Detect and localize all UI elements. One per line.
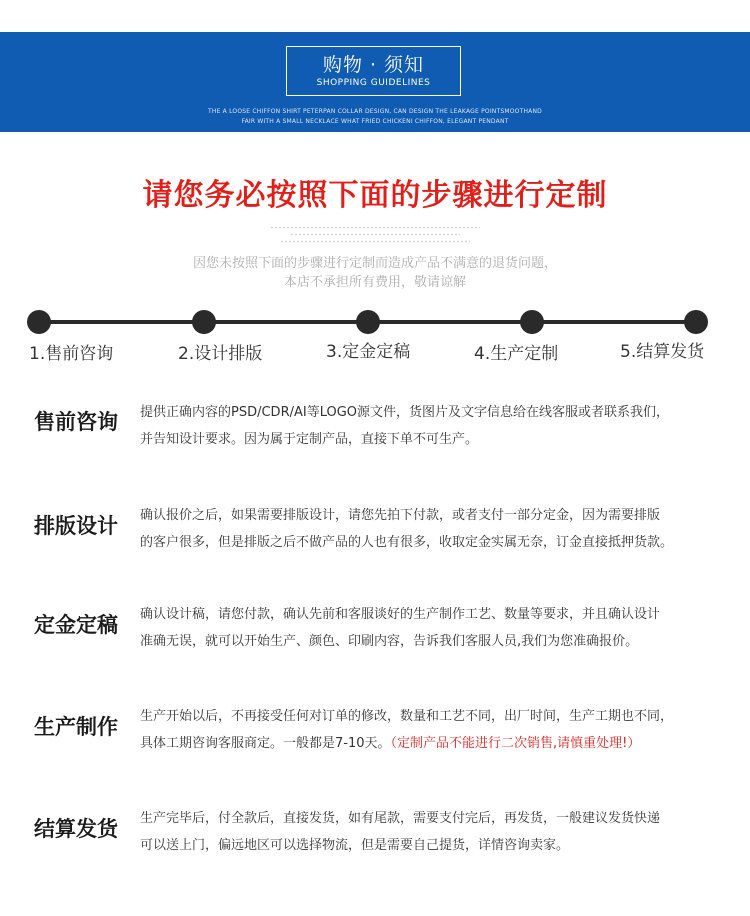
banner-subtitle: SHOPPING GUIDELINES bbox=[316, 78, 431, 88]
section-title-settlement: 结算发货 bbox=[34, 817, 118, 841]
section-line: 生产完毕后，付全款后，直接发货，如有尾款，需要支付完后，再发货，一般建议发货快递 bbox=[140, 811, 661, 826]
step-label: 3.定金定稿 bbox=[326, 342, 411, 362]
section-text-deposit bbox=[140, 601, 720, 655]
warning-text: （定制产品不能进行二次销售,请慎重处理!） bbox=[390, 736, 641, 751]
section-line: 的客户很多，但是排版之后不做产品的人也有很多，收取定金实属无奈，订金直接抵押货款。 bbox=[140, 535, 674, 550]
section-title-deposit: 定金定稿 bbox=[34, 613, 118, 637]
banner-title: 购物 · 须知 bbox=[322, 54, 425, 76]
section-title-presale: 售前咨询 bbox=[34, 410, 118, 434]
section-text-production bbox=[140, 703, 720, 757]
banner-title-box bbox=[286, 46, 461, 96]
banner-caption-line-2: FAIR WITH A SMALL NECKLACE WHAT FRIED CHICKENI CHIFFON, ELEGANT PENDANT bbox=[241, 118, 509, 125]
decorative-dots bbox=[270, 226, 480, 229]
timeline-dot bbox=[520, 310, 544, 334]
notice-line-1: 因您未按照下面的步骤进行定制而造成产品不满意的退货问题， bbox=[192, 256, 557, 271]
section-line-text: 具体工期咨询客服商定。一般都是7-10天。 bbox=[140, 736, 391, 751]
header-banner bbox=[0, 32, 750, 132]
notice-line-2: 本店不承担所有费用，敬请谅解 bbox=[283, 275, 466, 290]
decorative-dots bbox=[290, 233, 460, 236]
banner-caption-line-1: THE A LOOSE CHIFFON SHIRT PETERPAN COLLAR DESIGN, CAN DESIGN THE LEAKAGE POINTSMOOTHAND bbox=[208, 108, 542, 115]
section-title-layout: 排版设计 bbox=[34, 514, 118, 538]
step-label: 4.生产定制 bbox=[474, 344, 559, 364]
section-text-settlement bbox=[140, 805, 720, 859]
section-line: 生产开始以后，不再接受任何对订单的修改，数量和工艺不同，出厂时间，生产工期也不同， bbox=[140, 709, 674, 724]
timeline-dot bbox=[684, 310, 708, 334]
timeline-dot bbox=[27, 310, 51, 334]
section-line: 提供正确内容的PSD/CDR/AI等LOGO源文件，货图片及文字信息给在线客服或者联系我们， bbox=[140, 405, 670, 420]
section-line: 确认报价之后，如果需要排版设计，请您先拍下付款，或者支付一部分定金，因为需要排版 bbox=[140, 508, 661, 523]
section-line bbox=[140, 730, 720, 757]
section-line: 确认设计稿，请您付款，确认先前和客服谈好的生产制作工艺、数量等要求，并且确认设计 bbox=[140, 607, 661, 622]
section-title-production: 生产制作 bbox=[34, 715, 118, 739]
section-text-layout bbox=[140, 502, 720, 556]
step-label: 1.售前咨询 bbox=[29, 344, 114, 364]
decorative-dots bbox=[280, 240, 470, 243]
step-label: 5.结算发货 bbox=[620, 342, 705, 362]
step-label: 2.设计排版 bbox=[178, 344, 263, 364]
section-line: 并告知设计要求。因为属于定制产品，直接下单不可生产。 bbox=[140, 432, 479, 447]
section-line: 准确无误，就可以开始生产、颜色、印刷内容，告诉我们客服人员,我们为您准确报价。 bbox=[140, 634, 639, 649]
section-text-presale bbox=[140, 399, 720, 453]
timeline-dot bbox=[356, 310, 380, 334]
page-headline: 请您务必按照下面的步骤进行定制 bbox=[142, 178, 608, 213]
section-line: 可以送上门，偏远地区可以选择物流，但是需要自己提货，详情咨询卖家。 bbox=[140, 838, 570, 853]
timeline-dot bbox=[192, 310, 216, 334]
